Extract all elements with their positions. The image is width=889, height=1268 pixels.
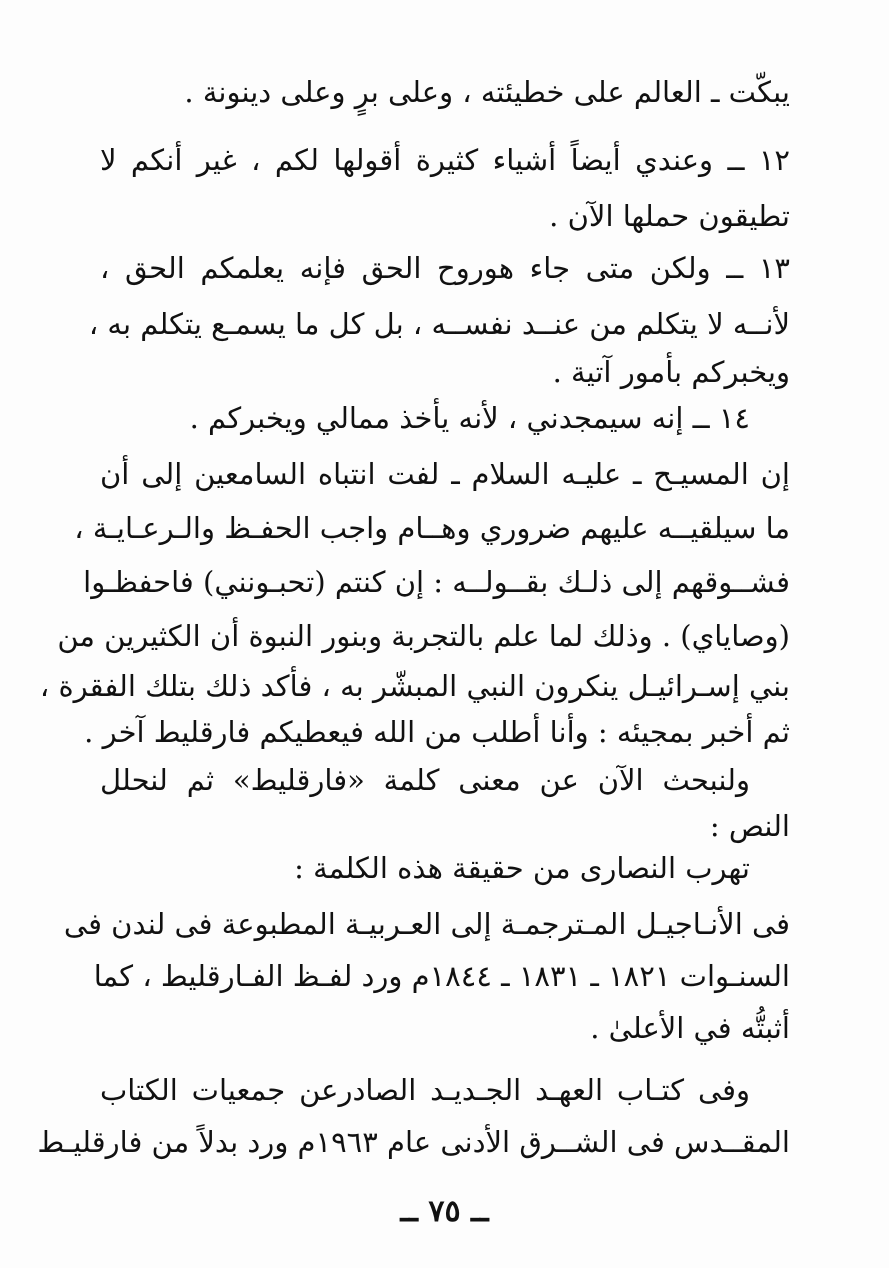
- text-line: وفى كتـاب العهـد الجـديـد الصادرعن جمعيات الكتاب: [100, 1073, 750, 1107]
- text-line: ثم أخبر بمجيئه : وأنا أطلب من الله فيعطيكم فارقليط آخر .: [84, 715, 790, 749]
- text-line: ١٢ ــ وعندي أيضاً أشياء كثيرة أقولها لكم ، غير أنكم لا: [100, 143, 790, 177]
- text-line: ١٣ ــ ولكن متى جاء هوروح الحق فإنه يعلمكم الحق ،: [100, 251, 790, 285]
- text-line: (وصاياي) . وذلك لما علم بالتجربة وبنور النبوة أن الكثيرين من: [57, 619, 790, 653]
- text-line: يبكّت ـ العالم على خطيئته ، وعلى برٍ وعلى دينونة .: [184, 75, 790, 109]
- text-line: بني إسـرائيـل ينكرون النبي المبشّر به ، فأكد ذلك بتلك الفقرة ،: [39, 669, 790, 703]
- text-line: ١٤ ــ إنه سيمجدني ، لأنه يأخذ ممالي ويخبركم .: [189, 401, 750, 435]
- page-number: ــ ٧٥ ــ: [400, 1194, 489, 1229]
- text-line: المقــدس فى الشــرق الأدنى عام ١٩٦٣م ورد بدلاً من فارقليـط: [37, 1125, 790, 1159]
- text-line: السنـوات ١٨٢١ ـ ١٨٣١ ـ ١٨٤٤م ورد لفـظ الفـارقليط ، كما: [93, 959, 790, 993]
- text-line: النص :: [709, 809, 790, 843]
- text-line: فى الأنـاجيـل المـترجمـة إلى العـربيـة المطبوعة فى لندن فى: [63, 907, 790, 941]
- text-line: إن المسيـح ـ عليـه السلام ـ لفت انتباه السامعين إلى أن: [100, 457, 790, 491]
- text-line: فشــوقهم إلى ذلـك بقــولــه : إن كنتم (تحبـونني) فاحفظـوا: [83, 565, 790, 599]
- text-line: ما سيلقيــه عليهم ضروري وهــام واجب الحفـظ والـرعـايـة ،: [74, 511, 790, 545]
- text-line: لأنــه لا يتكلم من عنــد نفســه ، بل كل ما يسمـع يتكلم به ،: [88, 307, 790, 341]
- text-line: تطيقون حملها الآن .: [549, 199, 790, 233]
- text-line: تهرب النصارى من حقيقة هذه الكلمة :: [294, 851, 750, 885]
- text-line: ولنبحث الآن عن معنى كلمة «فارقليط» ثم لنحلل: [100, 763, 750, 797]
- text-line: ويخبركم بأمور آتية .: [552, 355, 790, 389]
- text-line: أثبتُّه في الأعلىٰ .: [590, 1011, 790, 1045]
